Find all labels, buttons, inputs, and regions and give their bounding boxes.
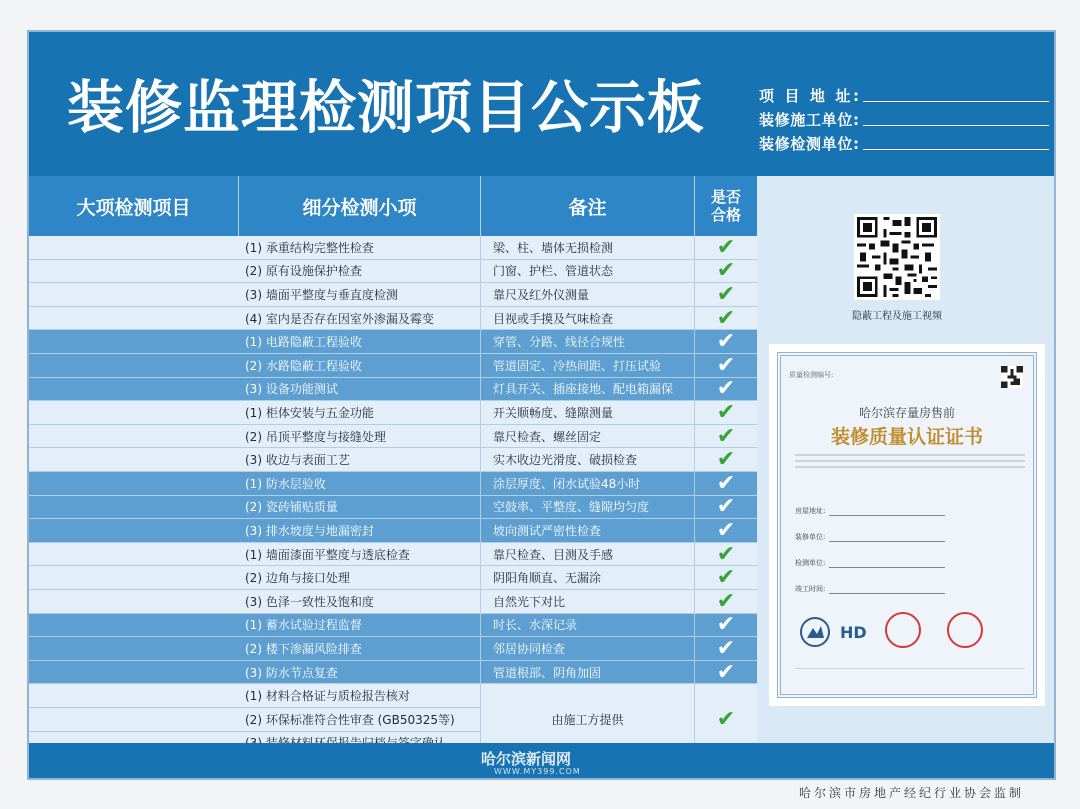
remark-cell: 梁、柱、墙体无损检测 <box>481 236 695 259</box>
remark-cell: 靠尺检查、目测及手感 <box>481 543 695 566</box>
sub-item-cell: (1) 蓄水试验过程监督 <box>239 614 481 637</box>
certificate-field-decorator: 装修单位: <box>795 532 945 542</box>
table-row <box>29 425 757 449</box>
remark-cell: 靠尺及红外仪测量 <box>481 283 695 306</box>
pass-cell <box>695 401 757 424</box>
remark-cell: 靠尺检查、螺丝固定 <box>481 425 695 448</box>
checkmark-icon: ✔ <box>716 258 736 284</box>
remark-cell: 管道根部、阴角加固 <box>481 661 695 684</box>
header-major-item: 大项检测项目 <box>29 176 239 236</box>
info-row-inspection: 装修检测单位: <box>759 130 1049 154</box>
svg-text:HD: HD <box>840 623 867 642</box>
header-sub-item: 细分检测小项 <box>239 176 481 236</box>
checkmark-icon: ✔ <box>716 517 736 543</box>
table-row <box>29 354 757 378</box>
side-panel <box>757 176 1054 743</box>
sub-item-cell: (1) 承重结构完整性检查 <box>239 236 481 259</box>
table-row <box>29 472 757 496</box>
certificate-frame <box>777 352 1037 698</box>
remark-cell: 邻居协同检查 <box>481 637 695 660</box>
remark-cell: 时长、水深记录 <box>481 614 695 637</box>
watermark-brand: 哈尔滨新闻网 <box>481 750 572 768</box>
qr-caption: 隐蔽工程及施工视频 <box>852 311 942 322</box>
sub-item-cell: (3) 色泽一致性及饱和度 <box>239 590 481 613</box>
checkmark-icon: ✔ <box>716 470 736 496</box>
sub-item-cell: (3) 排水坡度与地漏密封 <box>239 519 481 542</box>
remark-cell: 灯具开关、插座接地、配电箱漏保 <box>481 378 695 401</box>
sub-item-cell: (2) 楼下渗漏风险排查 <box>239 637 481 660</box>
company-logo-icon <box>837 616 869 648</box>
certificate-qr-icon <box>1001 366 1023 388</box>
sub-item-cell: (1) 电路隐蔽工程验收 <box>239 330 481 353</box>
checkmark-icon: ✔ <box>716 565 736 591</box>
table-row <box>29 614 757 638</box>
sub-item-cell: (1) 防水层验收 <box>239 472 481 495</box>
certificate-title: 装修质量认证证书 <box>830 426 983 448</box>
association-logo-icon <box>799 616 831 648</box>
checkmark-icon: ✔ <box>716 305 736 331</box>
table-row <box>29 543 757 567</box>
sub-item-cell: (2) 水路隐蔽工程验收 <box>239 354 481 377</box>
footer-credit: 哈尔滨市房地产经纪行业协会监制 <box>798 786 1024 800</box>
remark-cell: 自然光下对比 <box>481 590 695 613</box>
checkmark-icon: ✔ <box>716 588 736 614</box>
table-row <box>29 590 757 614</box>
pass-cell <box>695 566 757 589</box>
pass-cell <box>695 614 757 637</box>
table-row <box>29 236 757 260</box>
qr-code-icon[interactable] <box>854 214 940 300</box>
checkmark-icon: ✔ <box>716 281 736 307</box>
table-row <box>29 260 757 284</box>
checkmark-icon: ✔ <box>716 541 736 567</box>
remark-cell: 由施工方提供 <box>481 684 695 755</box>
checkmark-icon: ✔ <box>716 352 736 378</box>
table-row <box>29 307 757 331</box>
checkmark-icon: ✔ <box>716 494 736 520</box>
pass-cell <box>695 448 757 471</box>
sub-item-cell: (3) 设备功能测试 <box>239 378 481 401</box>
pass-cell <box>695 472 757 495</box>
remark-cell: 阴阳角顺直、无漏涂 <box>481 566 695 589</box>
remark-cell: 涂层厚度、闭水试验48小时 <box>481 472 695 495</box>
pass-cell <box>695 425 757 448</box>
sub-item-cell: (2) 瓷砖铺贴质量 <box>239 496 481 519</box>
remark-cell: 坡向测试严密性检查 <box>481 519 695 542</box>
certificate-body-text <box>795 454 1025 474</box>
pass-cell <box>695 330 757 353</box>
remark-cell: 空鼓率、平整度、缝隙均匀度 <box>481 496 695 519</box>
certificate-field-inspector: 检测单位: <box>795 558 945 568</box>
sub-item-cell: (2) 环保标准符合性审查 (GB50325等) <box>239 708 481 731</box>
checkmark-icon: ✔ <box>716 447 736 473</box>
remark-cell: 门窗、护栏、管道状态 <box>481 260 695 283</box>
remark-cell: 穿管、分路、线径合规性 <box>481 330 695 353</box>
sub-item-cell: (2) 边角与接口处理 <box>239 566 481 589</box>
sub-item-cell: (2) 原有设施保护检查 <box>239 260 481 283</box>
pass-cell <box>695 519 757 542</box>
pass-cell <box>695 354 757 377</box>
table-row <box>29 496 757 520</box>
certificate-image <box>769 344 1045 706</box>
pass-cell <box>695 307 757 330</box>
pass-cell <box>695 260 757 283</box>
pass-cell <box>695 496 757 519</box>
checkmark-icon: ✔ <box>716 423 736 449</box>
checkmark-icon: ✔ <box>716 399 736 425</box>
sub-item-cell: (2) 吊顶平整度与接缝处理 <box>239 425 481 448</box>
pass-cell <box>695 543 757 566</box>
info-row-construction: 装修施工单位: <box>759 106 1049 130</box>
table-row <box>29 448 757 472</box>
pass-cell <box>695 236 757 259</box>
board-title: 装修监理检测项目公示板 <box>67 75 705 141</box>
pass-cell <box>695 590 757 613</box>
watermark-url: WWW.MY399.COM <box>494 767 581 776</box>
checkmark-icon: ✔ <box>716 612 736 638</box>
checkmark-icon: ✔ <box>716 635 736 661</box>
table-row <box>29 519 757 543</box>
table-row <box>29 401 757 425</box>
pass-cell <box>695 661 757 684</box>
certificate-number-label: 质量检测编号: <box>789 371 834 379</box>
table-row <box>29 330 757 354</box>
inspection-table <box>29 176 757 743</box>
checkmark-icon: ✔ <box>716 234 736 260</box>
table-header <box>29 176 757 236</box>
bottom-bar <box>29 743 1054 778</box>
header-pass: 是否合格 <box>710 188 741 224</box>
sub-item-cell: (1) 材料合格证与质检报告核对 <box>239 684 481 707</box>
sub-item-cell: (3) 防水节点复查 <box>239 661 481 684</box>
sub-item-cell: (4) 室内是否存在因室外渗漏及霉变 <box>239 307 481 330</box>
certificate-field-completion: 竣工时间: <box>795 584 945 594</box>
checkmark-icon: ✔ <box>716 707 736 733</box>
table-row <box>29 566 757 590</box>
pass-cell <box>695 637 757 660</box>
table-row <box>29 637 757 661</box>
certificate-subtitle: 哈尔滨存量房售前 <box>858 406 955 420</box>
board-header <box>29 32 1054 176</box>
remark-cell: 开关顺畅度、缝隙测量 <box>481 401 695 424</box>
project-info <box>759 82 1049 154</box>
stamp-icon <box>947 612 983 648</box>
remark-cell: 实木收边光滑度、破损检查 <box>481 448 695 471</box>
table-row <box>29 661 757 685</box>
sub-item-cell: (3) 墙面平整度与垂直度检测 <box>239 283 481 306</box>
checkmark-icon: ✔ <box>716 329 736 355</box>
table-row <box>29 283 757 307</box>
table-row <box>29 378 757 402</box>
sub-item-cell: (1) 墙面漆面平整度与透底检查 <box>239 543 481 566</box>
header-remark: 备注 <box>481 176 695 236</box>
stamp-icon <box>885 612 921 648</box>
sub-item-cell: (3) 收边与表面工艺 <box>239 448 481 471</box>
checkmark-icon: ✔ <box>716 376 736 402</box>
notice-board <box>27 30 1056 780</box>
remark-cell: 管道固定、冷热间距、打压试验 <box>481 354 695 377</box>
pass-cell <box>695 283 757 306</box>
pass-cell <box>695 378 757 401</box>
certificate-field-address: 房屋地址: <box>795 506 945 516</box>
sub-item-cell: (1) 柜体安装与五金功能 <box>239 401 481 424</box>
info-row-address: 项 目 地 址: <box>759 82 1049 106</box>
checkmark-icon: ✔ <box>716 659 736 685</box>
remark-cell: 目视或手摸及气味检查 <box>481 307 695 330</box>
